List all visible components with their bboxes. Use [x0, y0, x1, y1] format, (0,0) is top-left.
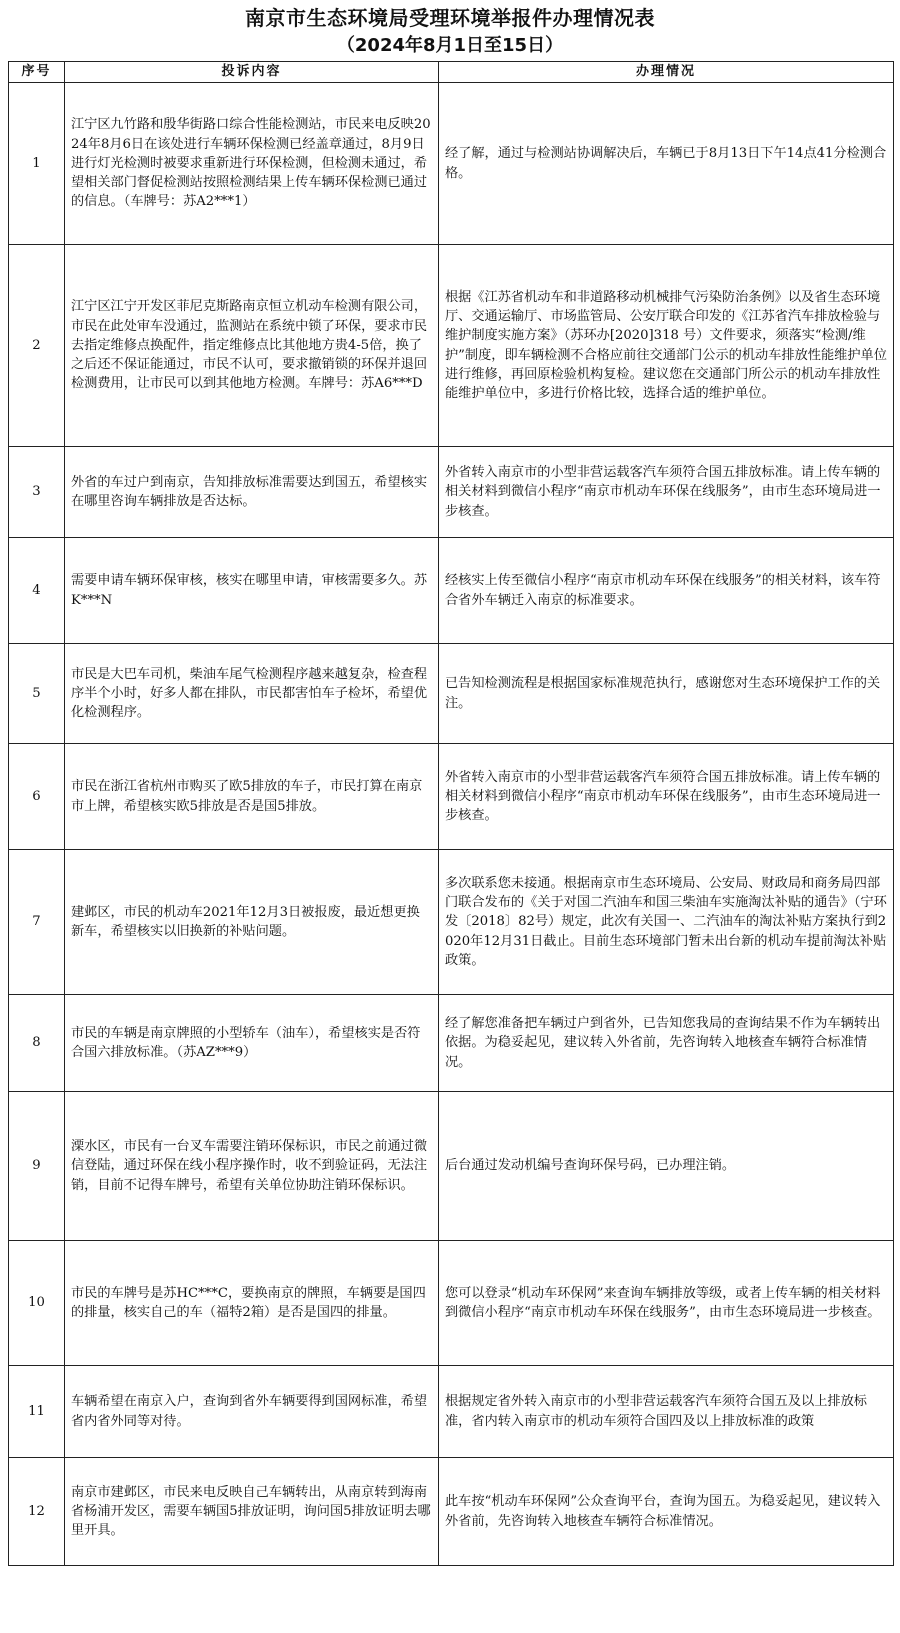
row-result: 后台通过发动机编号查询环保号码，已办理注销。 — [439, 1092, 894, 1241]
row-complaint: 市民在浙江省杭州市购买了欧5排放的车子，市民打算在南京市上牌，希望核实欧5排放是否是国5排放。 — [65, 744, 439, 850]
table-row — [9, 1366, 894, 1458]
row-complaint: 需要申请车辆环保审核，核实在哪里申请，审核需要多久。苏K***N — [65, 538, 439, 644]
row-index: 1 — [9, 83, 65, 245]
row-index: 5 — [9, 644, 65, 744]
row-complaint: 市民的车牌号是苏HC***C，要换南京的牌照，车辆要是国四的排量，核实自己的车（福特2箱）是否是国四的排量。 — [65, 1241, 439, 1366]
row-index: 12 — [9, 1458, 65, 1566]
report-table — [8, 61, 894, 1566]
row-index: 9 — [9, 1092, 65, 1241]
row-index: 11 — [9, 1366, 65, 1458]
row-result: 经了解，通过与检测站协调解决后，车辆已于8月13日下午14点41分检测合格。 — [439, 83, 894, 245]
table-header-row — [9, 62, 894, 83]
table-row — [9, 995, 894, 1092]
row-complaint: 外省的车过户到南京，告知排放标准需要达到国五，希望核实在哪里咨询车辆排放是否达标。 — [65, 447, 439, 538]
table-row — [9, 83, 894, 245]
document-subtitle: （2024年8月1日至15日） — [336, 35, 564, 56]
table-row — [9, 850, 894, 995]
row-result: 此车按“机动车环保网”公众查询平台，查询为国五。为稳妥起见，建议转入外省前，先咨询转入地核查车辆符合标准情况。 — [439, 1458, 894, 1566]
row-result: 经核实上传至微信小程序“南京市机动车环保在线服务”的相关材料，该车符合省外车辆迁入南京的标准要求。 — [439, 538, 894, 644]
row-result: 经了解您准备把车辆过户到省外，已告知您我局的查询结果不作为车辆转出依据。为稳妥起见，建议转入外省前，先咨询转入地核查车辆符合标准情况。 — [439, 995, 894, 1092]
table-row — [9, 245, 894, 447]
row-index: 7 — [9, 850, 65, 995]
header-result: 办理情况 — [439, 62, 894, 83]
row-complaint: 江宁区九竹路和殷华街路口综合性能检测站，市民来电反映2024年8月6日在该处进行车辆环保检测已经盖章通过，8月9日进行灯光检测时被要求重新进行环保检测，但检测未通过，希望相关部门督促检测站按照检测结果上传车辆环保检测已通过的信息。（车牌号：苏A2***1） — [65, 83, 439, 245]
table-row — [9, 644, 894, 744]
row-result: 外省转入南京市的小型非营运载客汽车须符合国五排放标准。请上传车辆的相关材料到微信小程序“南京市机动车环保在线服务”，由市生态环境局进一步核查。 — [439, 447, 894, 538]
row-index: 3 — [9, 447, 65, 538]
row-index: 10 — [9, 1241, 65, 1366]
header-index: 序号 — [9, 62, 65, 83]
row-complaint: 车辆希望在南京入户，查询到省外车辆要得到国网标准，希望省内省外同等对待。 — [65, 1366, 439, 1458]
row-index: 4 — [9, 538, 65, 644]
table-row — [9, 1458, 894, 1566]
row-index: 6 — [9, 744, 65, 850]
row-complaint: 建邺区，市民的机动车2021年12月3日被报废，最近想更换新车，希望核实以旧换新的补贴问题。 — [65, 850, 439, 995]
row-index: 2 — [9, 245, 65, 447]
row-complaint: 溧水区，市民有一台叉车需要注销环保标识，市民之前通过微信登陆，通过环保在线小程序操作时，收不到验证码，无法注销，目前不记得车牌号，希望有关单位协助注销环保标识。 — [65, 1092, 439, 1241]
table-row — [9, 744, 894, 850]
row-index: 8 — [9, 995, 65, 1092]
header-complaint: 投诉内容 — [65, 62, 439, 83]
row-complaint: 市民是大巴车司机，柴油车尾气检测程序越来越复杂，检查程序半个小时，好多人都在排队，市民都害怕车子检坏，希望优化检测程序。 — [65, 644, 439, 744]
table-row — [9, 1241, 894, 1366]
row-complaint: 南京市建邺区，市民来电反映自己车辆转出，从南京转到海南省杨浦开发区，需要车辆国5排放证明，询问国5排放证明去哪里开具。 — [65, 1458, 439, 1566]
row-result: 已告知检测流程是根据国家标准规范执行，感谢您对生态环境保护工作的关注。 — [439, 644, 894, 744]
row-complaint: 市民的车辆是南京牌照的小型轿车（油车），希望核实是否符合国六排放标准。（苏AZ***9） — [65, 995, 439, 1092]
row-complaint: 江宁区江宁开发区菲尼克斯路南京恒立机动车检测有限公司，市民在此处审车没通过，监测站在系统中锁了环保，要求市民去指定维修点换配件，指定维修点比其他地方贵4-5倍，换了之后还不保证能通过，市民不认可，要求撤销锁的环保并退回检测费用，让市民可以到其他地方检测。车牌号：苏A6***D — [65, 245, 439, 447]
table-row — [9, 1092, 894, 1241]
document-title: 南京市生态环境局受理环境举报件办理情况表 — [245, 6, 655, 30]
table-row — [9, 538, 894, 644]
table-row — [9, 447, 894, 538]
row-result: 您可以登录“机动车环保网”来查询车辆排放等级，或者上传车辆的相关材料到微信小程序“南京市机动车环保在线服务”，由市生态环境局进一步核查。 — [439, 1241, 894, 1366]
row-result: 根据《江苏省机动车和非道路移动机械排气污染防治条例》以及省生态环境厅、交通运输厅、市场监管局、公安厅联合印发的《江苏省汽车排放检验与维护制度实施方案》（苏环办[2020]318 号）文件要求，须落实“检测/维护”制度，即车辆检测不合格应前往交通部门公示的机动车排放性能维护单位进行维修，再回原检验机构复检。建议您在交通部门所公示的机动车排放性能维护单位中，多进行价格比较，选择合适的维护单位。 — [439, 245, 894, 447]
row-result: 外省转入南京市的小型非营运载客汽车须符合国五排放标准。请上传车辆的相关材料到微信小程序“南京市机动车环保在线服务”，由市生态环境局进一步核查。 — [439, 744, 894, 850]
row-result: 多次联系您未接通。根据南京市生态环境局、公安局、财政局和商务局四部门联合发布的《关于对国二汽油车和国三柴油车实施淘汰补贴的通告》（宁环发〔2018〕82号）规定，此次有关国一、二汽油车的淘汰补贴方案执行到2020年12月31日截止。目前生态环境部门暂未出台新的机动车提前淘汰补贴政策。 — [439, 850, 894, 995]
row-result: 根据规定省外转入南京市的小型非营运载客汽车须符合国五及以上排放标准，省内转入南京市的机动车须符合国四及以上排放标准的政策 — [439, 1366, 894, 1458]
